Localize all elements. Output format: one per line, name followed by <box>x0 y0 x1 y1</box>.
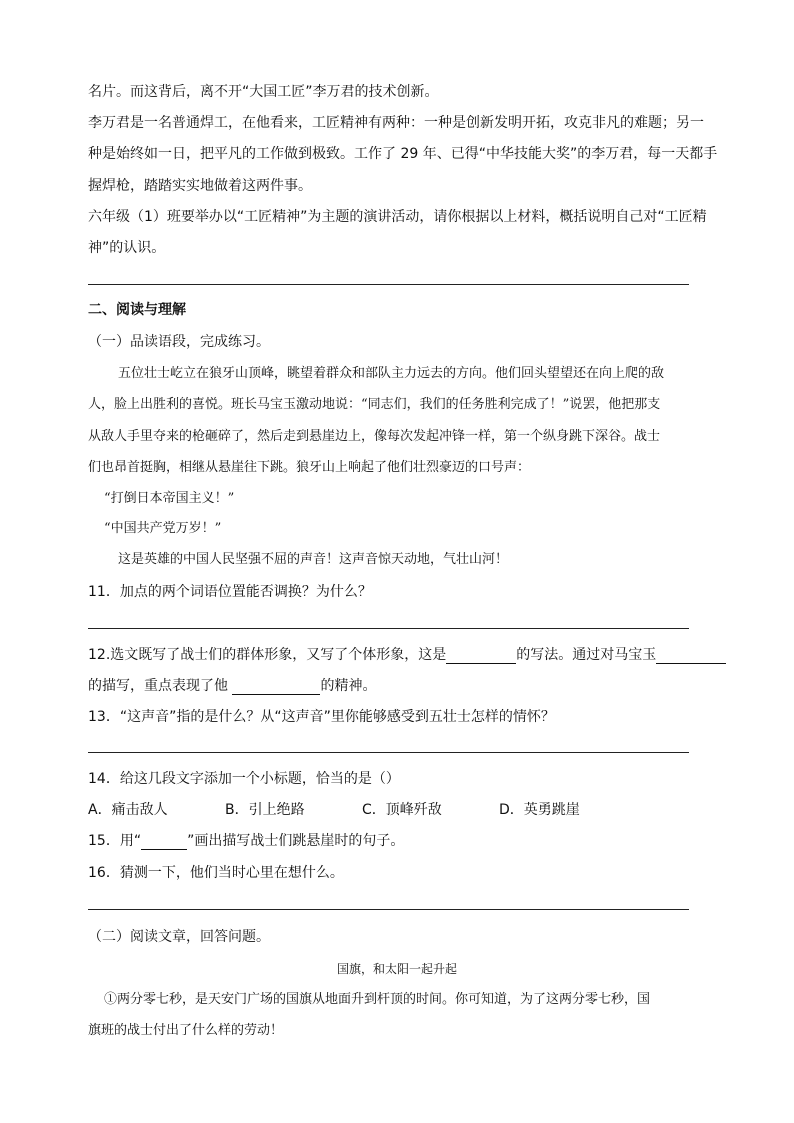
material-line-2: 李万君是一名普通焊工，在他看来，工匠精神有两种：一种是创新发明开拓，攻克非凡的难题；另一 <box>88 115 704 131</box>
passage-slogan-2: “中国共产党万岁！” <box>104 521 222 536</box>
question-12-line-1 <box>88 646 726 664</box>
material-line-1: 名片。而这背后，离不开“大国工匠”李万君的技术创新。 <box>88 84 439 100</box>
option-c[interactable]: C．顶峰歼敌 <box>362 802 442 818</box>
answer-line[interactable] <box>88 909 689 910</box>
q12-text-c: 的描写，重点表现了他 <box>88 678 228 694</box>
passage-line-3: 从敌人手里夺来的枪砸碎了，然后走到悬崖边上，像每次发起冲锋一样，第一个纵身跳下深谷。战士 <box>88 429 661 444</box>
question-13: 13．“这声音”指的是什么？从“这声音”里你能够感受到五壮士怎样的情怀？ <box>88 709 555 725</box>
q12-text-a: 12.选文既写了战士们的群体形象，又写了个体形象，这是 <box>88 647 447 663</box>
answer-line[interactable] <box>88 628 689 629</box>
q15-text-a: 15．用“ <box>88 833 142 849</box>
passage-line-4: 们也昂首挺胸，相继从悬崖往下跳。狼牙山上响起了他们壮烈豪迈的口号声： <box>88 460 531 475</box>
answer-line[interactable] <box>88 752 689 753</box>
part-title-2: （二）阅读文章，回答问题。 <box>88 929 270 945</box>
question-prompt-line-2: 神”的认识。 <box>88 240 166 256</box>
material-line-4: 握焊枪，踏踏实实地做着这两件事。 <box>88 178 312 194</box>
question-14: 14．给这几段文字添加一个小标题，恰当的是（） <box>88 771 400 787</box>
section-heading: 二、阅读与理解 <box>88 302 186 318</box>
passage-line-1: 五位壮士屹立在狼牙山顶峰，眺望着群众和部队主力远去的方向。他们回头望望还在向上爬的敌 <box>118 366 665 381</box>
option-a[interactable]: A．痛击敌人 <box>88 802 168 818</box>
question-12-line-2 <box>88 677 376 695</box>
passage-slogan-1: “打倒日本帝国主义！” <box>104 491 235 506</box>
fill-blank[interactable] <box>232 680 320 695</box>
fill-blank[interactable] <box>141 837 187 850</box>
article-line-1: ①两分零七秒，是天安门广场的国旗从地面升到杆顶的时间。你可知道，为了这两分零七秒，国 <box>104 992 651 1007</box>
question-16: 16．猜测一下，他们当时心里在想什么。 <box>88 865 344 881</box>
q15-text-b: ”画出描写战士们跳悬崖时的句子。 <box>187 833 405 849</box>
passage-line-2: 人，脸上出胜利的喜悦。班长马宝玉激动地说：“同志们，我们的任务胜利完成了！”说罢，他把那支 <box>88 397 661 412</box>
passage-line-7: 这是英雄的中国人民坚强不屈的声音！这声音惊天动地，气壮山河！ <box>118 552 509 567</box>
answer-line[interactable] <box>88 284 689 285</box>
material-line-3: 种是始终如一日，把平凡的工作做到极致。工作了 29 年、已得“中华技能大奖”的李万君，每一天都手 <box>88 146 718 162</box>
fill-blank[interactable] <box>656 649 726 664</box>
option-b[interactable]: B．引上绝路 <box>225 802 305 818</box>
article-line-2: 旗班的战士付出了什么样的劳动！ <box>88 1023 284 1038</box>
article-title: 国旗，和太阳一起升起 <box>336 962 457 976</box>
question-15 <box>88 832 404 850</box>
part-title-1: （一）品读语段，完成练习。 <box>88 334 270 350</box>
question-prompt-line-1: 六年级（1）班要举办以“工匠精神”为主题的演讲活动，请你根据以上材料，概括说明自己对“工匠精 <box>88 209 707 225</box>
q12-text-b: 的写法。通过对马宝玉 <box>516 647 657 663</box>
option-d[interactable]: D．英勇跳崖 <box>499 802 580 818</box>
q12-text-d: 的精神。 <box>320 678 377 694</box>
fill-blank[interactable] <box>446 649 516 664</box>
question-14-options <box>88 801 580 819</box>
question-11: 11．加点的两个词语位置能否调换？为什么？ <box>88 584 372 600</box>
